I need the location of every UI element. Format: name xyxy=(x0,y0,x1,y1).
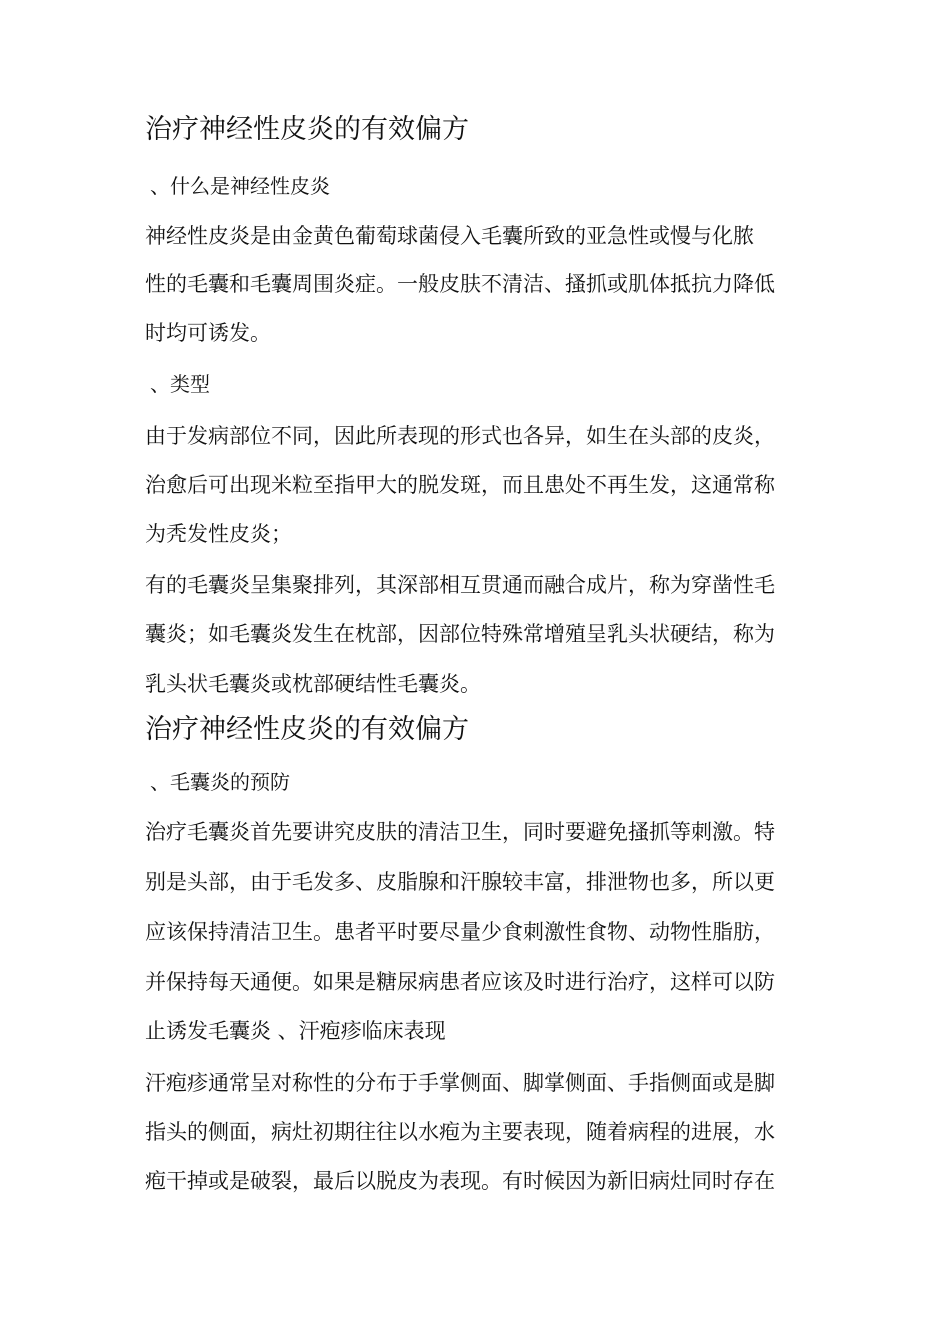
paragraph-line: 止诱发毛囊炎 、汗疱疹临床表现 xyxy=(145,1019,446,1043)
paragraph-line: 性的毛囊和毛囊周围炎症。一般皮肤不清洁、搔抓或肌体抵抗力降低 xyxy=(145,272,775,296)
paragraph-line: 并保持每天通便。如果是糖尿病患者应该及时进行治疗，这样可以防 xyxy=(145,970,775,994)
document-title: 治疗神经性皮炎的有效偏方 xyxy=(145,714,469,745)
paragraph-line: 指头的侧面，病灶初期往往以水疱为主要表现，随着病程的进展，水 xyxy=(145,1120,775,1144)
paragraph-line: 汗疱疹通常呈对称性的分布于手掌侧面、脚掌侧面、手指侧面或是脚 xyxy=(145,1071,775,1095)
paragraph-line: 神经性皮炎是由金黄色葡萄球菌侵入毛囊所致的亚急性或慢与化脓 xyxy=(145,224,754,248)
paragraph-line: 有的毛囊炎呈集聚排列，其深部相互贯通而融合成片，称为穿凿性毛 xyxy=(145,573,775,597)
paragraph-line: 时均可诱发。 xyxy=(145,321,271,345)
paragraph-line: 治愈后可出现米粒至指甲大的脱发斑，而且患处不再生发，这通常称 xyxy=(145,473,775,497)
document-title: 治疗神经性皮炎的有效偏方 xyxy=(145,114,469,145)
paragraph-line: 应该保持清洁卫生。患者平时要尽量少食刺激性食物、动物性脂肪， xyxy=(145,920,775,944)
section-heading: 、类型 xyxy=(150,372,210,396)
section-heading: 、毛囊炎的预防 xyxy=(150,770,290,794)
section-heading: 、什么是神经性皮炎 xyxy=(150,174,330,198)
paragraph-line: 由于发病部位不同，因此所表现的形式也各异，如生在头部的皮炎， xyxy=(145,424,775,448)
paragraph-line: 治疗毛囊炎首先要讲究皮肤的清洁卫生，同时要避免搔抓等刺激。特 xyxy=(145,820,775,844)
paragraph-line: 别是头部，由于毛发多、皮脂腺和汗腺较丰富，排泄物也多，所以更 xyxy=(145,870,775,894)
paragraph-line: 为秃发性皮炎； xyxy=(145,522,292,546)
paragraph-line: 疱干掉或是破裂，最后以脱皮为表现。有时候因为新旧病灶同时存在 xyxy=(145,1169,775,1193)
paragraph-line: 囊炎；如毛囊炎发生在枕部，因部位特殊常增殖呈乳头状硬结，称为 xyxy=(145,622,775,646)
paragraph-line: 乳头状毛囊炎或枕部硬结性毛囊炎。 xyxy=(145,672,481,696)
